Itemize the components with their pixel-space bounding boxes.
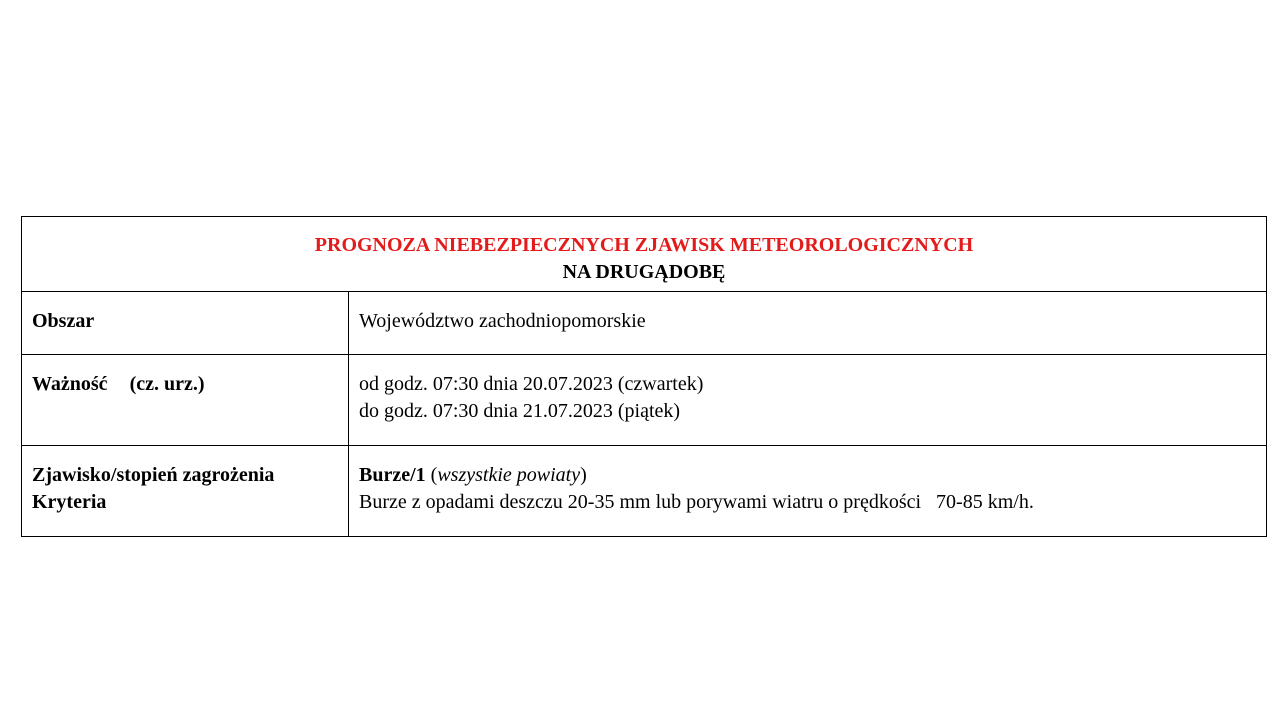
area-label-cell	[22, 292, 349, 355]
validity-to: do godz. 07:30 dnia 21.07.2023 (piątek)	[359, 400, 681, 422]
validity-row	[22, 355, 1267, 446]
document-subtitle: NA DRUGĄDOBĘ	[562, 261, 726, 283]
area-value: Województwo zachodniopomorskie	[359, 310, 646, 332]
area-value-cell	[349, 292, 1267, 355]
validity-label-cell	[22, 355, 349, 446]
scope-close: )	[580, 464, 587, 486]
validity-label-note: (cz. urz.)	[129, 373, 205, 395]
phenomenon-label-cell	[22, 446, 349, 537]
validity-from: od godz. 07:30 dnia 20.07.2023 (czwartek)	[359, 373, 704, 395]
area-row	[22, 292, 1267, 355]
phenomenon-label: Zjawisko/stopień zagrożenia	[32, 464, 275, 486]
validity-label: Ważność	[32, 373, 108, 395]
phenomenon-criteria: Burze z opadami deszczu 20-35 mm lub porywami wiatru o prędkości 70-85 km/h.	[359, 491, 1034, 513]
phenomenon-value-cell	[349, 446, 1267, 537]
phenomenon-level: Burze/1	[359, 464, 426, 486]
phenomenon-scope: wszystkie powiaty	[437, 464, 581, 486]
validity-value-cell	[349, 355, 1267, 446]
document-title: PROGNOZA NIEBEZPIECZNYCH ZJAWISK METEOROLOGICZNYCH	[314, 234, 974, 256]
title-row	[22, 217, 1267, 292]
title-cell	[22, 217, 1267, 292]
scope-open: (	[425, 464, 438, 486]
phenomenon-row	[22, 446, 1267, 537]
area-label: Obszar	[32, 310, 95, 332]
phenomenon-level-line	[359, 462, 1266, 489]
criteria-label: Kryteria	[32, 491, 107, 513]
forecast-table	[21, 216, 1267, 537]
